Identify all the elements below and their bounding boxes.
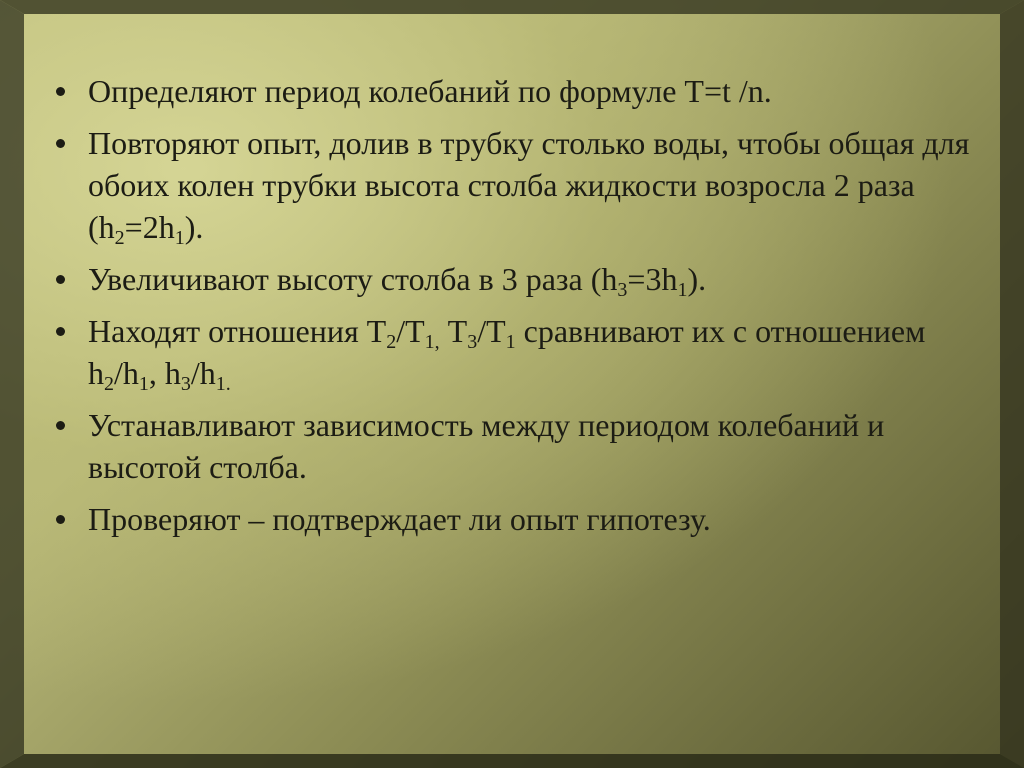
text-run: /h: [114, 355, 139, 391]
subscript: 2: [386, 331, 397, 353]
bullet-text: [88, 407, 884, 485]
subscript: 1: [138, 373, 149, 395]
subscript: 3: [617, 279, 628, 301]
text-run: Определяют период колебаний по формуле Т=t /n.: [88, 73, 772, 109]
text-run: ).: [184, 209, 204, 245]
bullet-item: [52, 70, 982, 112]
subscript: 2: [114, 227, 125, 249]
bullet-list: [52, 70, 982, 540]
bullet-text: [88, 501, 711, 537]
bullet-dot-icon: [56, 275, 65, 284]
text-run: , h: [148, 355, 181, 391]
text-run: =3h: [627, 261, 678, 297]
bullet-dot-icon: [56, 87, 65, 96]
bullet-text: [88, 125, 970, 249]
text-run: Проверяют – подтверждает ли опыт гипотезу.: [88, 501, 711, 537]
subscript: 1.: [215, 373, 231, 395]
bullet-item: [52, 258, 982, 300]
bullet-item: [52, 498, 982, 540]
text-run: Т: [439, 313, 468, 349]
bullet-text: [88, 261, 707, 301]
bullet-dot-icon: [56, 421, 65, 430]
bullet-dot-icon: [56, 139, 65, 148]
text-run: Увеличивают высоту столба в 3 раза (h: [88, 261, 618, 297]
bullet-text: [88, 73, 772, 109]
bullet-dot-icon: [56, 515, 65, 524]
text-run: Устанавливают зависимость между периодом колебаний и высотой столба.: [88, 407, 885, 485]
text-run: Находят отношения Т: [88, 313, 387, 349]
text-run: /Т: [477, 313, 506, 349]
subscript: 3: [180, 373, 191, 395]
subscript: 3: [467, 331, 478, 353]
subscript: 1: [174, 227, 185, 249]
slide-content: [52, 70, 982, 550]
text-run: /Т: [396, 313, 425, 349]
subscript: 1: [505, 331, 516, 353]
bullet-item: [52, 122, 982, 248]
text-run: Повторяют опыт, долив в трубку столько воды, чтобы общая для обоих колен трубки высота столба жидкости возросла 2 раза (h: [88, 125, 970, 245]
text-run: /h: [190, 355, 216, 391]
text-run: сравнивают их с отношением h: [88, 313, 926, 391]
subscript: 1,: [424, 331, 440, 353]
text-run: ).: [687, 261, 707, 297]
subscript: 1: [677, 279, 688, 301]
bullet-item: [52, 404, 982, 488]
bullet-item: [52, 310, 982, 394]
text-run: =2h: [124, 209, 175, 245]
subscript: 2: [104, 373, 114, 395]
bullet-dot-icon: [56, 327, 65, 336]
bullet-text: [88, 313, 926, 395]
